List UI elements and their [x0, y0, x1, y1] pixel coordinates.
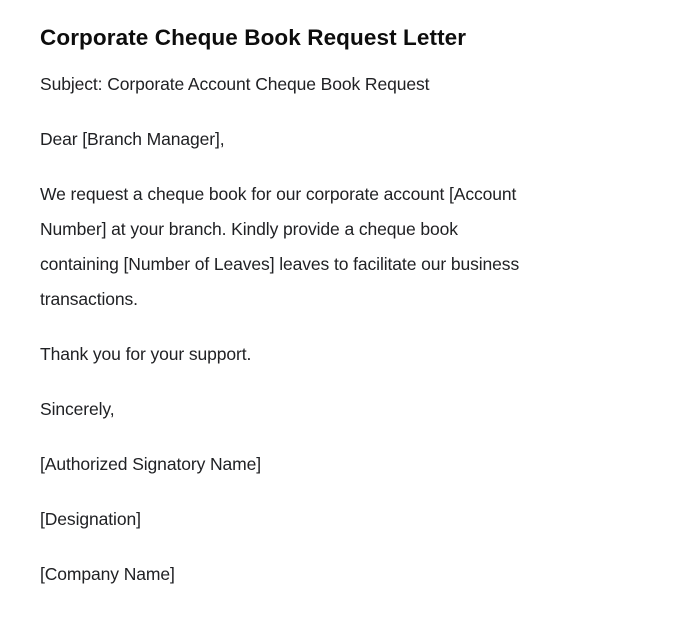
signature-designation: [Designation] — [40, 509, 141, 529]
body-line: We request a cheque book for our corporate account [Account — [40, 184, 517, 204]
body-line: Number] at your branch. Kindly provide a cheque book — [40, 219, 458, 239]
body-line: transactions. — [40, 289, 138, 309]
signature-name: [Authorized Signatory Name] — [40, 454, 262, 474]
subject-line: Subject: Corporate Account Cheque Book Request — [40, 74, 430, 94]
sign-off: Sincerely, — [40, 399, 115, 419]
signature-company: [Company Name] — [40, 564, 175, 584]
body-paragraph — [40, 177, 660, 317]
body-line: containing [Number of Leaves] leaves to facilitate our business — [40, 254, 520, 274]
closing-thanks: Thank you for your support. — [40, 344, 252, 364]
salutation: Dear [Branch Manager], — [40, 129, 225, 149]
letter-title: Corporate Cheque Book Request Letter — [40, 25, 467, 50]
